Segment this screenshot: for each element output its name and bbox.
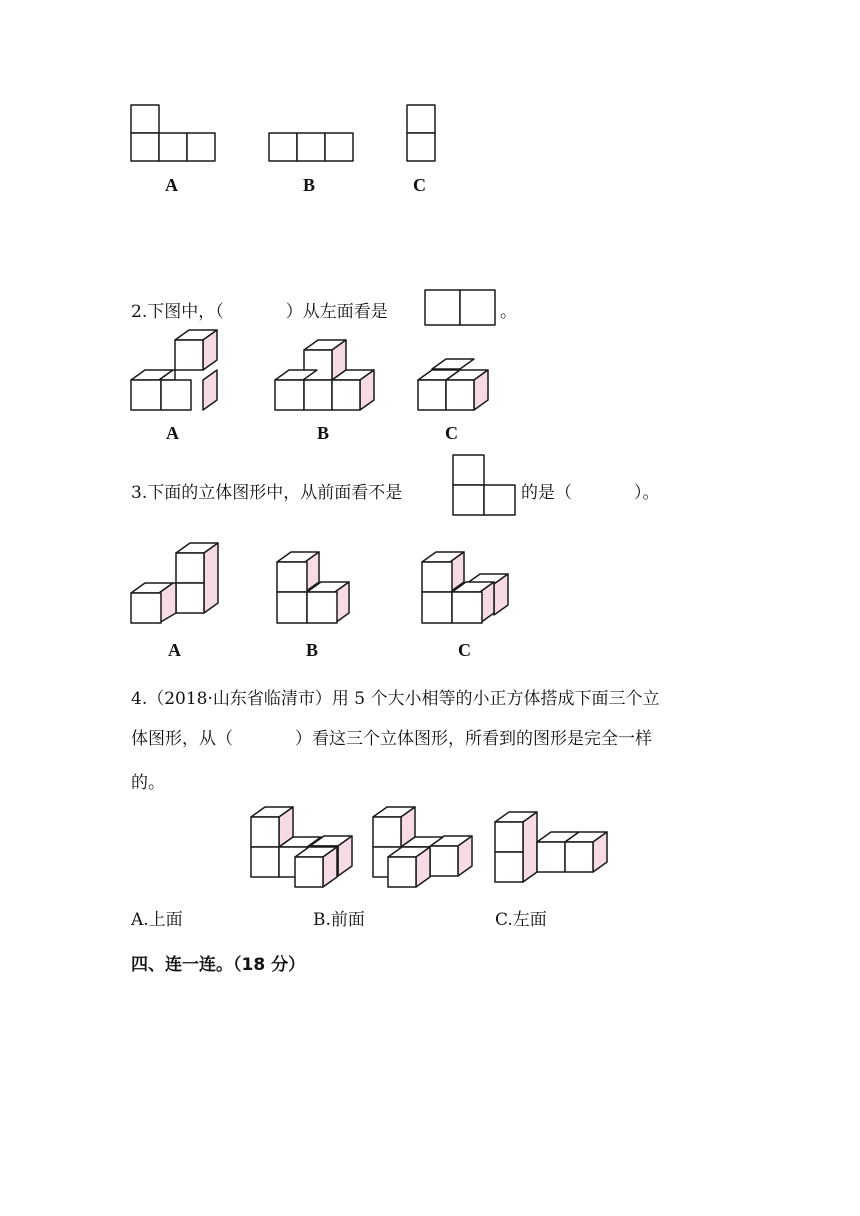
q4-line2-before: 体图形，从（ <box>131 729 233 749</box>
q3-text-after: ）。 <box>634 483 660 503</box>
q2-text-middle: ）从左面看是 <box>285 302 388 322</box>
q2-number: 2. <box>131 302 148 322</box>
q2-option-a-label: A <box>166 423 179 443</box>
q3-text-middle: 的是（ <box>521 483 572 503</box>
q4-line2-after: ）看这三个立体图形，所看到的图形是完全一样 <box>295 729 652 749</box>
q1-option-a-label: A <box>165 175 178 195</box>
q3-number: 3. <box>131 483 148 503</box>
q3-option-c-label: C <box>458 640 471 660</box>
q4-choice-c[interactable]: C.左面 <box>495 910 547 930</box>
q1-option-b-label: B <box>303 175 316 195</box>
q4-number: 4. <box>131 689 148 709</box>
q3-text-before: 下面的立体图形中，从前面看不是 <box>147 483 403 503</box>
q4-choice-b[interactable]: B.前面 <box>313 910 365 930</box>
q3-option-a-label: A <box>168 640 181 660</box>
q4-line1-text: （2018·山东省临清市）用 5 个大小相等的小正方体搭成下面三个立 <box>147 689 660 709</box>
q3-option-b-label: B <box>306 640 319 660</box>
q4-line3: 的。 <box>131 773 165 793</box>
q2-text-after: 。 <box>500 302 517 322</box>
q2-text-before: 下图中，（ <box>147 302 224 322</box>
q2-option-b-label: B <box>317 423 330 443</box>
section-4-heading: 四、连一连。（18 分） <box>131 955 306 975</box>
q4-choice-a[interactable]: A.上面 <box>131 910 183 930</box>
q1-option-c-label: C <box>413 175 426 195</box>
q2-option-c-label: C <box>445 423 458 443</box>
